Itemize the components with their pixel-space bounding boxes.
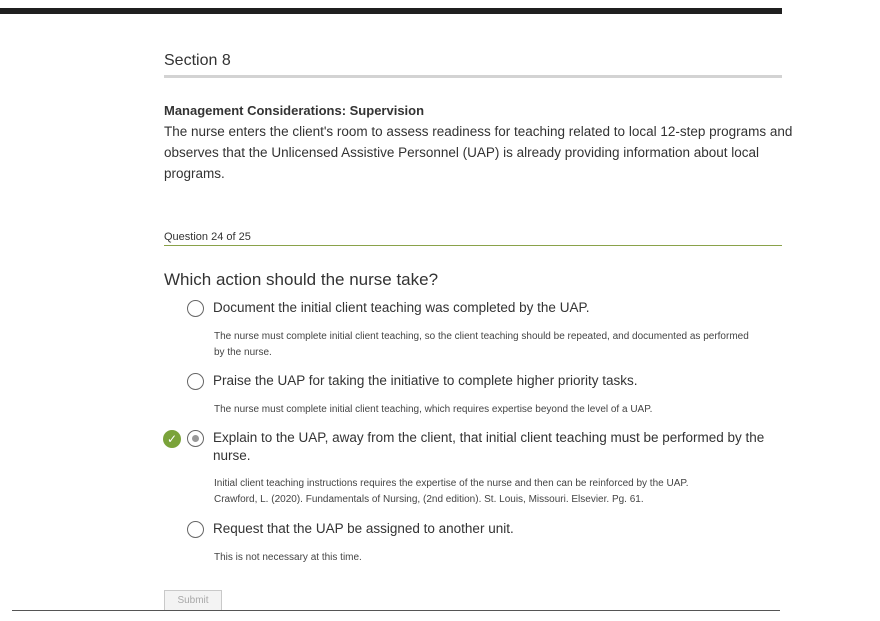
section-title: Section 8 bbox=[164, 52, 231, 69]
option-1-radio[interactable] bbox=[187, 300, 204, 317]
option-3-rationale-line-1: Initial client teaching instructions requires the expertise of the nurse and then can be reinforced by the UAP. bbox=[214, 478, 689, 489]
option-4-rationale: This is not necessary at this time. bbox=[214, 552, 362, 563]
option-2-radio[interactable] bbox=[187, 373, 204, 390]
option-4-label[interactable]: Request that the UAP be assigned to another unit. bbox=[213, 521, 514, 536]
submit-button[interactable]: Submit bbox=[164, 590, 222, 610]
scenario-heading: Management Considerations: Supervision bbox=[164, 103, 425, 118]
option-3-label[interactable]: Explain to the UAP, away from the client, that initial client teaching must be performed by the nurse. bbox=[213, 430, 765, 463]
scenario-text: The nurse enters the client's room to assess readiness for teaching related to local 12-step programs and observes that the Unlicensed Assistive Personnel (UAP) is already providing information about local programs. bbox=[164, 124, 793, 181]
question-divider bbox=[164, 245, 782, 246]
option-3-radio[interactable] bbox=[187, 430, 204, 447]
correct-check-icon: ✓ bbox=[163, 430, 181, 448]
option-1-rationale-line-2: by the nurse. bbox=[214, 347, 272, 358]
option-1-label[interactable]: Document the initial client teaching was completed by the UAP. bbox=[213, 300, 590, 315]
option-2-rationale: The nurse must complete initial client teaching, which requires expertise beyond the level of a UAP. bbox=[214, 404, 653, 415]
top-bar bbox=[0, 8, 782, 14]
option-3-rationale-citation: Crawford, L. (2020). Fundamentals of Nursing, (2nd edition). St. Louis, Missouri. Elsevier. Pg. 61. bbox=[214, 494, 644, 505]
option-2-label[interactable]: Praise the UAP for taking the initiative to complete higher priority tasks. bbox=[213, 373, 638, 388]
option-1-rationale-line-1: The nurse must complete initial client teaching, so the client teaching should be repeated, and documented as performed bbox=[214, 331, 749, 342]
question-counter: Question 24 of 25 bbox=[164, 231, 251, 243]
question-stem: Which action should the nurse take? bbox=[164, 270, 439, 289]
option-4-radio[interactable] bbox=[187, 521, 204, 538]
section-divider bbox=[164, 75, 782, 78]
